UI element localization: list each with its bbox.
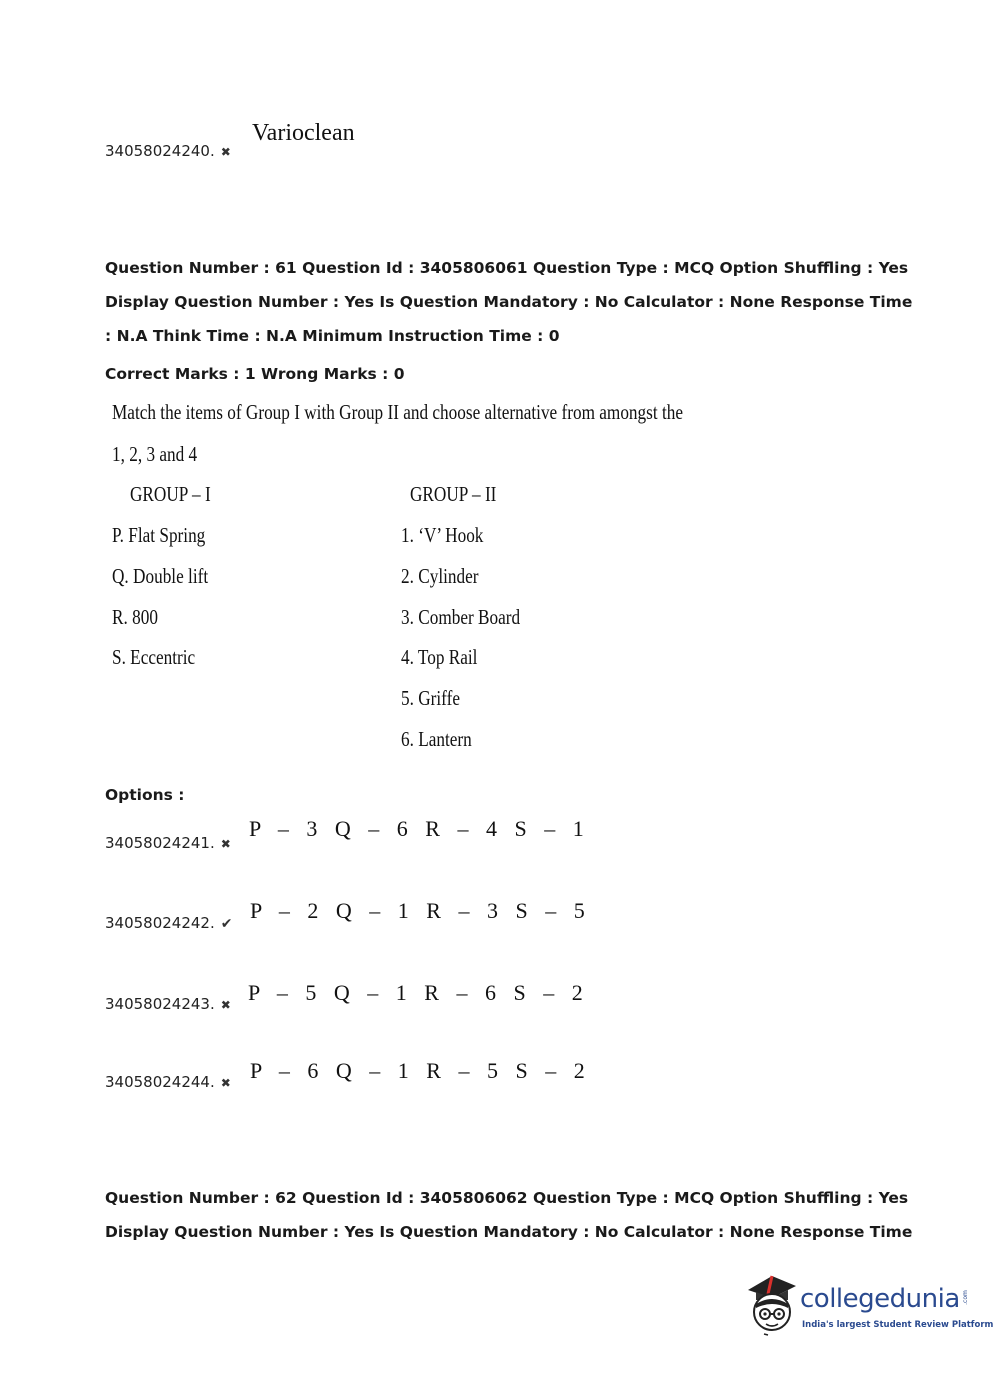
meta-line-1: Question Number : 62 Question Id : 3405806062 Question Type : MCQ Option Shuffling : Yes [105, 1189, 909, 1207]
option-id: 34058024244. [105, 1073, 215, 1091]
wrong-mark-icon: ✖ [220, 1076, 231, 1090]
wrong-mark-icon: ✖ [220, 998, 231, 1012]
collegedunia-logo[interactable] [742, 1272, 994, 1342]
meta-line-2: Display Question Number : Yes Is Question Mandatory : No Calculator : None Response Time [105, 293, 913, 311]
option-text: P – 2 Q – 1 R – 3 S – 5 [250, 898, 587, 923]
option-row-prev [105, 142, 231, 160]
question-meta [105, 1181, 925, 1249]
option-row [105, 914, 232, 932]
mascot-icon [742, 1272, 802, 1338]
meta-line-1: Question Number : 61 Question Id : 3405806061 Question Type : MCQ Option Shuffling : Yes [105, 259, 909, 277]
group-2-item: 3. Comber Board [401, 605, 521, 629]
group-1-item: R. 800 [112, 605, 158, 629]
option-text: P – 3 Q – 6 R – 4 S – 1 [249, 816, 586, 841]
meta-line-3: : N.A Think Time : N.A Minimum Instruction Time : 0 [105, 327, 560, 345]
correct-mark-icon: ✔ [220, 916, 233, 932]
marks-line: Correct Marks : 1 Wrong Marks : 0 [105, 365, 405, 383]
option-id: 34058024240. [105, 142, 215, 160]
option-text: Varioclean [252, 120, 355, 146]
logo-tagline: India's largest Student Review Platform [802, 1320, 994, 1330]
group-1-header: GROUP – I [130, 482, 211, 506]
group-2-item: 2. Cylinder [401, 564, 479, 588]
question-stem-line-2: 1, 2, 3 and 4 [112, 442, 198, 466]
option-row [105, 834, 231, 852]
group-1-item: S. Eccentric [112, 645, 196, 669]
option-text: P – 5 Q – 1 R – 6 S – 2 [248, 980, 585, 1005]
option-id: 34058024242. [105, 914, 215, 932]
wrong-mark-icon: ✖ [220, 145, 231, 159]
option-text: P – 6 Q – 1 R – 5 S – 2 [250, 1058, 587, 1083]
group-2-item: 1. ‘V’ Hook [401, 523, 484, 547]
logo-suffix: .com [961, 1290, 969, 1305]
meta-line-2: Display Question Number : Yes Is Question Mandatory : No Calculator : None Response Time [105, 1223, 913, 1241]
group-1-item: Q. Double lift [112, 564, 209, 588]
group-2-item: 4. Top Rail [401, 645, 478, 669]
group-2-header: GROUP – II [410, 482, 497, 506]
question-stem-line-1: Match the items of Group I with Group II and choose alternative from amongst the [112, 400, 683, 424]
group-1-item: P. Flat Spring [112, 523, 206, 547]
wrong-mark-icon: ✖ [220, 837, 231, 851]
option-row [105, 1073, 231, 1091]
option-id: 34058024243. [105, 995, 215, 1013]
group-2-item: 5. Griffe [401, 686, 460, 710]
logo-wordmark: collegedunia [800, 1284, 960, 1314]
option-row [105, 995, 231, 1013]
group-2-item: 6. Lantern [401, 727, 472, 751]
question-meta [105, 251, 925, 353]
option-id: 34058024241. [105, 834, 215, 852]
options-label: Options : [105, 786, 185, 804]
